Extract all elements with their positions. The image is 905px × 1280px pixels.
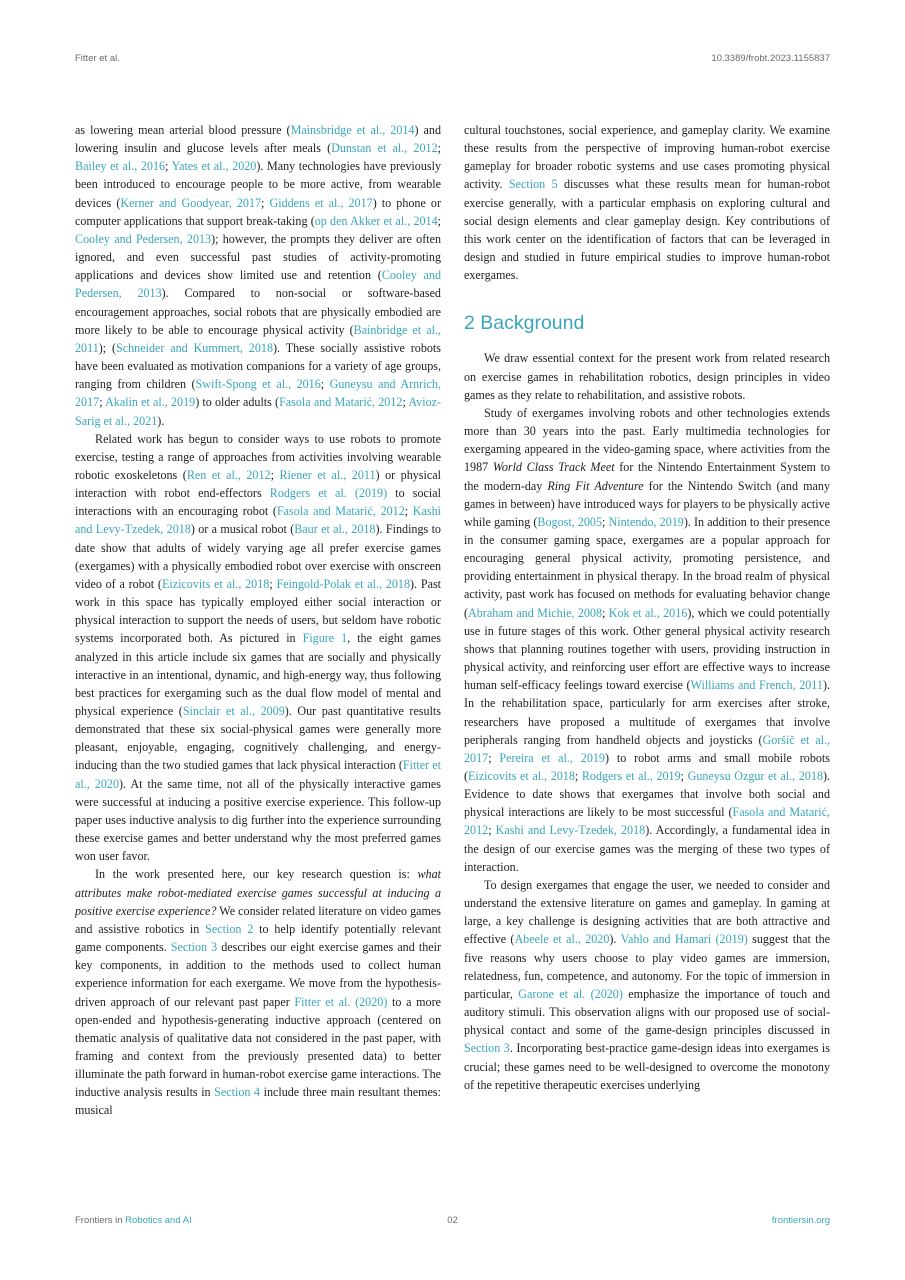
body-text: Study of exergames involving robots and other technologies extends more than 30 years into the past. Early multimedia technologies for exergaming appeared in the video-gaming space, where activities from the 1987 — [464, 405, 830, 475]
paragraph — [464, 349, 830, 403]
body-text: ) to robot arms and small mobile robots ( — [464, 750, 830, 783]
citation-link[interactable]: Rodgers et al., 2019 — [581, 769, 681, 783]
body-text: ; — [602, 514, 609, 529]
body-text: ; — [261, 195, 270, 210]
body-text: ) and lowering insulin and glucose levels after meals ( — [75, 123, 442, 156]
paragraph — [75, 865, 441, 1119]
body-text: . Incorporating best-practice game-design ideas into exergames is crucial; these games need to be well-designed to overcome the monotony of the repetitive therapeutic exercises underlying — [464, 1041, 830, 1092]
citation-link[interactable]: Swift-Spong et al., 2016 — [195, 377, 321, 392]
citation-link[interactable]: Bainbridge et al., 2011 — [75, 322, 441, 355]
body-text: for the Nintendo Switch (and many games in between) have introduced ways for players to be physically active while gaming ( — [464, 478, 830, 529]
right-column-intro — [464, 121, 830, 284]
citation-link[interactable]: Eizicovits et al., 2018 — [161, 576, 270, 591]
body-text: ) or a musical robot ( — [190, 522, 295, 537]
citation-link[interactable]: Garone et al. (2020) — [518, 986, 623, 1001]
body-text: ; — [320, 377, 330, 392]
paragraph — [464, 121, 830, 284]
body-text: ); ( — [98, 340, 117, 355]
section-heading-background: 2 Background — [464, 312, 585, 335]
citation-link[interactable]: Bailey et al., 2016 — [75, 159, 166, 174]
body-text: ). Accordingly, a fundamental idea in the design of our exercise games was the merging of these two types of interaction. — [464, 823, 830, 874]
running-header-doi[interactable]: 10.3389/frobt.2023.1155837 — [711, 53, 830, 64]
citation-link[interactable]: Fasola and Matarić, 2012 — [464, 805, 830, 838]
citation-link[interactable]: Section 5 — [508, 177, 558, 192]
citation-link[interactable]: Akalin et al., 2019 — [105, 395, 196, 410]
body-text: ). In addition to their presence in the consumer gaming space, exergames are a popular approach for encouraging general physical activity, promoting persistence, and providing entertainment in physical therapy. In the broad realm of physical activity, past work has focused on methods for evaluating behavior change ( — [464, 514, 831, 620]
paragraph — [75, 121, 441, 430]
body-text: ) to phone or computer applications that support break-taking ( — [75, 195, 441, 228]
emphasized-text: what attributes make robot-mediated exercise games successful at inducing a positive exercise experience? — [75, 867, 441, 918]
right-column — [464, 121, 830, 1094]
footer-site-link[interactable]: frontiersin.org — [771, 1215, 830, 1226]
body-text: ). Past work in this space has typically employed either social interaction or physical interaction to support the needs of users, but seldom have robotic systems incorporated both. As pictured in — [75, 576, 442, 646]
citation-link[interactable]: Fitter et al. (2020) — [294, 994, 388, 1009]
citation-link[interactable]: Mainsbridge et al., 2014 — [290, 123, 415, 137]
citation-link[interactable]: Sinclair et al., 2009 — [182, 704, 285, 718]
body-text: ; — [488, 750, 500, 765]
citation-link[interactable]: Baur et al., 2018 — [294, 522, 376, 537]
citation-link[interactable]: Goršič et al., 2017 — [464, 732, 830, 765]
body-text: ). These socially assistive robots have been evaluated as motivation companions for a variety of age groups, ranging from children ( — [75, 340, 441, 392]
citation-link[interactable]: Yates et al., 2020 — [171, 159, 257, 174]
citation-link[interactable]: Dunstan et al., 2012 — [331, 141, 438, 156]
body-text: ). Compared to non-social or software-based encouragement approaches, social robots that are physically embodied are more likely to be able to encourage physical activity ( — [75, 286, 441, 337]
body-text: ; — [437, 213, 442, 228]
body-text: Related work has begun to consider ways to use robots to promote exercise, testing a range of approaches from activities involving wearable robotic exoskeletons ( — [75, 431, 441, 482]
body-text: ). Many technologies have previously been introduced to encourage people to be more active, from wearable devices ( — [75, 159, 442, 210]
body-text: as lowering mean arterial blood pressure ( — [75, 123, 291, 137]
citation-link[interactable]: Nintendo, 2019 — [608, 514, 684, 529]
citation-link[interactable]: Giddens et al., 2017 — [269, 195, 373, 210]
citation-link[interactable]: Bogost, 2005 — [537, 514, 603, 529]
body-text: ) or physical interaction with robot end-effectors — [75, 467, 441, 501]
body-text: ) to older adults ( — [195, 395, 280, 410]
body-text: ). In the rehabilitation space, particularly for arm exercises after stroke, researchers have proposed a multitude of exergames that involve peripherals ranging from handheld objects and joysticks ( — [464, 678, 830, 747]
body-text: ; — [404, 504, 413, 519]
emphasized-text: World Class Track Meet — [492, 460, 615, 475]
citation-link[interactable]: Guneysu and Arnrich, 2017 — [75, 377, 441, 410]
body-text: include three main resultant themes: musical — [75, 1085, 441, 1118]
body-text: suggest that the five reasons why users choose to play video games are immersion, relatedness, fun, competence, and autonomy. For the topic of immersion in particular, — [464, 932, 830, 1001]
citation-link[interactable]: Section 3 — [464, 1041, 510, 1056]
body-text: ). — [157, 413, 165, 428]
citation-link[interactable]: Abeele et al., 2020 — [514, 932, 610, 947]
body-text: ); however, the prompts they deliver are often ignored, and even successful past studies of activity-promoting applications and devices show limited use and retention ( — [75, 231, 441, 283]
body-text: ; — [270, 467, 280, 482]
citation-link[interactable]: Cooley and Pedersen, 2013 — [75, 268, 441, 301]
body-text: ; — [574, 769, 582, 783]
citation-link[interactable]: Guneysu Ozgur et al., 2018 — [687, 769, 823, 783]
body-text: to social interactions with an encouraging robot ( — [75, 486, 441, 519]
citation-link[interactable]: Kashi and Levy-Tzedek, 2018 — [495, 823, 646, 838]
body-text: ). — [609, 932, 621, 947]
body-text: to a more open-ended and hypothesis-generating inductive approach (centered on thematic analysis of qualitative data not considered in the past paper, with framing and context from the previously presented data) to better illuminate the path forward in human-robot exercise game interactions. The inductive analysis results in — [75, 994, 442, 1100]
citation-link[interactable]: Figure 1 — [302, 631, 348, 646]
citation-link[interactable]: Section 4 — [214, 1085, 261, 1100]
citation-link[interactable]: Eizicovits et al., 2018 — [468, 769, 575, 783]
citation-link[interactable]: Section 3 — [170, 940, 218, 955]
body-text: To design exergames that engage the user, we needed to consider and understand the extensive literature on games and gameplay. In gaming at large, a key challenge is designing activities that are both attractive and effective ( — [464, 877, 830, 947]
citation-link[interactable]: Avioz-Sarig et al., 2021 — [75, 395, 442, 428]
emphasized-text: Ring Fit Adventure — [547, 478, 644, 493]
body-text: cultural touchstones, social experience, and gameplay clarity. We examine these results from the perspective of improving human-robot exercise gameplay for broader robotic systems and use cases promoting physical activity. — [464, 123, 830, 192]
body-text: ; — [680, 769, 688, 783]
citation-link[interactable]: Pereira et al., 2019 — [499, 750, 605, 765]
citation-link[interactable]: Feingold-Polak et al., 2018 — [276, 576, 411, 591]
citation-link[interactable]: Williams and French, 2011 — [690, 678, 823, 693]
citation-link[interactable]: Kerner and Goodyear, 2017 — [120, 195, 262, 210]
body-text: for the Nintendo Entertainment System to the modern-day — [464, 460, 830, 493]
citation-link[interactable]: Section 2 — [205, 921, 254, 936]
left-column — [75, 121, 441, 1120]
body-text: emphasize the importance of touch and auditory stimuli. This observation aligns with our proposed use of social-physical contact and some of the game-design principles discussed in — [464, 986, 830, 1038]
body-text: describes our eight exercise games and their key components, in addition to the methods used to collect human experience information for each exergame. We move from the hypothesis-driven approach of our relevant past paper — [75, 940, 441, 1009]
citation-link[interactable]: Riener et al., 2011 — [279, 467, 376, 482]
body-text: discusses what these results mean for human-robot exercise generally, with a particular emphasis on exploring cultural and social design elements and clear gameplay design. Key contributions of this work center on the identification of factors that can be leveraged in design and studied in future empirical studies to improve human-robot exergames. — [464, 177, 830, 283]
citation-link[interactable]: op den Akker et al., 2014 — [314, 213, 438, 228]
page-number: 02 — [447, 1215, 458, 1226]
citation-link[interactable]: Rodgers et al. (2019) — [269, 486, 388, 501]
citation-link[interactable]: Kashi and Levy-Tzedek, 2018 — [75, 504, 441, 537]
citation-link[interactable]: Kok et al., 2016 — [608, 605, 688, 620]
body-text: We draw essential context for the present work from related research on exercise games in rehabilitation robotics, design principles in video games as they relate to rehabilitation, and assistive robots. — [464, 351, 830, 402]
body-text: ; — [437, 141, 441, 156]
footer-journal-name[interactable]: Robotics and AI — [125, 1215, 192, 1226]
body-text: ). Findings to date show that adults of widely varying age all prefer exercise games (exergames) with a physically embodied robot over exercise with onscreen video of a robot ( — [75, 522, 441, 591]
citation-link[interactable]: Fitter et al., 2020 — [75, 758, 442, 791]
citation-link[interactable]: Ren et al., 2012 — [186, 467, 271, 482]
body-text: , the eight games analyzed in this article include six games that are socially and physically interactive in an intentional, dynamic, and high-energy way, thus following best practices for exergaming such as the dual flow model of mental and physical experience ( — [75, 631, 441, 718]
body-text: ). At the same time, not all of the physically interactive games were successful at inducing a positive exercise experience. This follow-up paper uses inductive analysis to dig further into the experience surrounding these exercise games and better understand why the most preferred games won user favor. — [75, 776, 441, 864]
citation-link[interactable]: Abraham and Michie, 2008 — [468, 605, 603, 620]
body-text: We consider related literature on video games and assistive robotics in — [75, 903, 441, 936]
right-column-body — [464, 349, 830, 1093]
body-text: ; — [402, 395, 409, 410]
body-text: ; — [602, 605, 609, 620]
body-text: to help identify potentially relevant game components. — [75, 921, 441, 955]
body-text: ; — [99, 395, 106, 410]
body-text: In the work presented here, our key research question is: — [95, 867, 418, 882]
body-text: ). Our past quantitative results demonstrated that these six social-physical games were generally more pleasant, enjoyable, engaging, cognitively challenging, and energy-inducing than the two studied games that lack physical interaction ( — [75, 704, 441, 773]
citation-link[interactable]: Fasola and Matarić, 2012 — [279, 395, 403, 410]
footer-journal-prefix: Frontiers in — [75, 1215, 123, 1226]
body-text: ; — [165, 159, 172, 174]
citation-link[interactable]: Vahlo and Hamari (2019) — [620, 932, 748, 947]
paragraph — [464, 404, 830, 876]
running-header-authors: Fitter et al. — [75, 53, 120, 64]
body-text: ), which we could potentially use in future stages of this work. Other general physical activity research shows that planning routines together with users, providing instruction in physical activity, and reinforcing user effort are effective ways to increase human self-efficacy feelings toward exercise ( — [464, 605, 831, 693]
citation-link[interactable]: Schneider and Kummert, 2018 — [116, 340, 273, 355]
citation-link[interactable]: Cooley and Pedersen, 2013 — [75, 231, 212, 246]
body-text: ; — [269, 576, 277, 591]
body-text: ; — [488, 823, 496, 838]
citation-link[interactable]: Fasola and Matarić, 2012 — [276, 504, 405, 519]
paragraph — [75, 430, 441, 866]
body-text: ). Evidence to date shows that exergames that involve both social and physical interactions are likely to be most successful ( — [464, 769, 830, 820]
paragraph — [464, 876, 830, 1094]
